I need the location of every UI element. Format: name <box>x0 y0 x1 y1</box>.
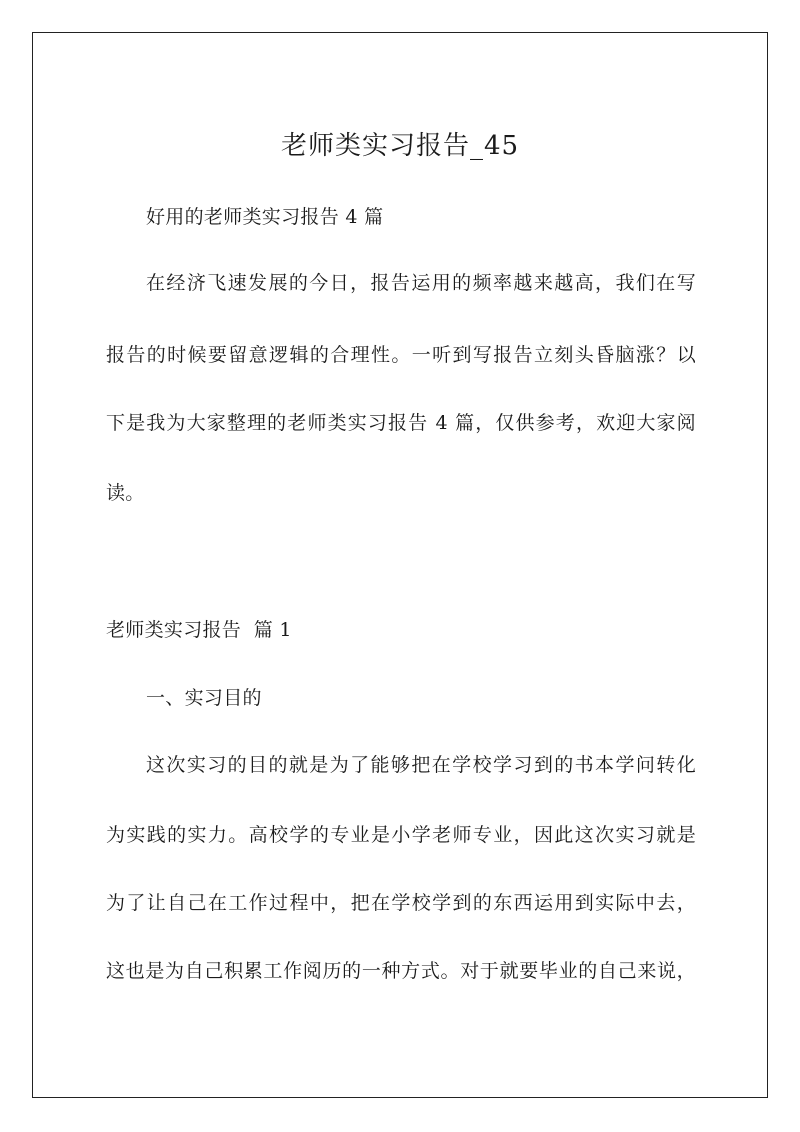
intro-line-1: 在经济飞速发展的今日，报告运用的频率越来越高，我们在写 <box>146 272 696 294</box>
subsection-heading: 一、实习目的 <box>146 687 262 709</box>
body-line-3: 为了让自己在工作过程中，把在学校学到的东西运用到实际中去， <box>106 892 696 914</box>
page-border <box>32 32 768 1098</box>
intro-line-4: 读。 <box>106 482 145 504</box>
document-title: 老师类实习报告_45 <box>280 131 520 161</box>
body-line-1: 这次实习的目的就是为了能够把在学校学习到的书本学问转化 <box>146 754 696 776</box>
intro-line-3: 下是我为大家整理的老师类实习报告 4 篇，仅供参考，欢迎大家阅 <box>106 412 696 434</box>
body-line-2: 为实践的实力。高校学的专业是小学老师专业，因此这次实习就是 <box>106 824 696 846</box>
body-line-4: 这也是为自己积累工作阅历的一种方式。对于就要毕业的自己来说， <box>106 960 696 982</box>
document-subtitle: 好用的老师类实习报告 4 篇 <box>146 206 384 228</box>
section-heading: 老师类实习报告 篇 1 <box>106 619 292 641</box>
intro-line-2: 报告的时候要留意逻辑的合理性。一听到写报告立刻头昏脑涨？以 <box>106 344 696 366</box>
